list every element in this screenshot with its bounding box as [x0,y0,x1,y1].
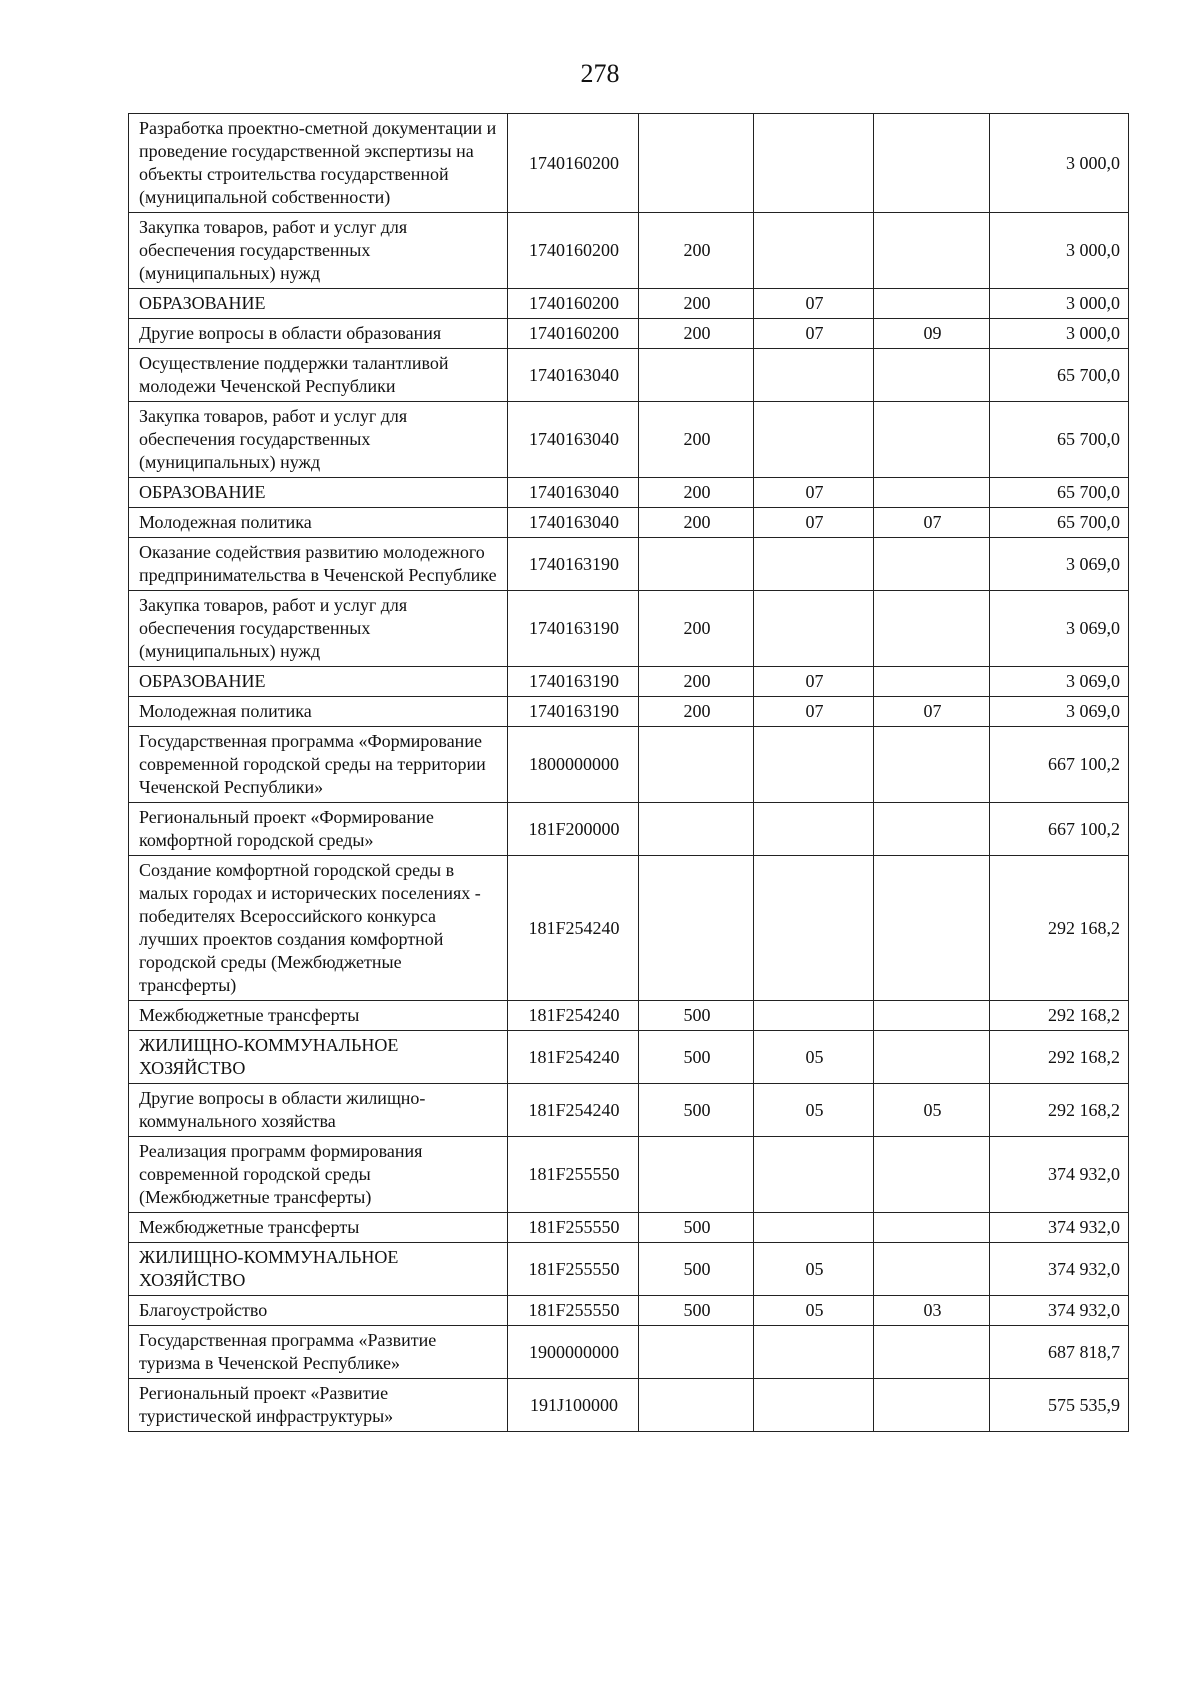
row-subsection-cell [874,667,990,697]
row-expense-type-cell [639,803,754,856]
table-row [129,319,1129,349]
row-expense-type-cell [639,1379,754,1432]
row-subsection-cell [874,1031,990,1084]
row-code-cell: 181F255550 [508,1296,639,1326]
row-subsection-cell [874,1326,990,1379]
row-amount-cell: 292 168,2 [990,1084,1129,1137]
table-row [129,1296,1129,1326]
row-expense-type-cell: 500 [639,1243,754,1296]
row-amount-cell: 3 000,0 [990,114,1129,213]
row-name-cell: Реализация программ формирования современной городской среды (Межбюджетные трансферты) [129,1137,508,1213]
row-amount-cell: 374 932,0 [990,1213,1129,1243]
row-name-cell: ЖИЛИЩНО-КОММУНАЛЬНОЕ ХОЗЯЙСТВО [129,1243,508,1296]
row-amount-cell: 575 535,9 [990,1379,1129,1432]
row-subsection-cell [874,114,990,213]
table-row [129,402,1129,478]
row-name-cell: Оказание содействия развитию молодежного предпринимательства в Чеченской Республике [129,538,508,591]
row-name-cell: Другие вопросы в области образования [129,319,508,349]
row-code-cell: 1800000000 [508,727,639,803]
row-code-cell: 181F200000 [508,803,639,856]
row-name-cell: Закупка товаров, работ и услуг для обеспечения государственных (муниципальных) нужд [129,213,508,289]
row-code-cell: 181F255550 [508,1213,639,1243]
row-amount-cell: 667 100,2 [990,727,1129,803]
row-name-cell: ОБРАЗОВАНИЕ [129,667,508,697]
row-section-cell [754,1213,874,1243]
row-name-cell: Молодежная политика [129,508,508,538]
row-name-cell: Закупка товаров, работ и услуг для обеспечения государственных (муниципальных) нужд [129,402,508,478]
row-expense-type-cell: 500 [639,1213,754,1243]
row-name-cell: Региональный проект «Развитие туристической инфраструктуры» [129,1379,508,1432]
table-row [129,1243,1129,1296]
row-amount-cell: 374 932,0 [990,1296,1129,1326]
row-subsection-cell [874,856,990,1001]
row-amount-cell: 3 069,0 [990,697,1129,727]
row-expense-type-cell [639,538,754,591]
row-expense-type-cell: 200 [639,402,754,478]
row-expense-type-cell [639,856,754,1001]
row-expense-type-cell: 500 [639,1001,754,1031]
row-section-cell: 07 [754,289,874,319]
row-name-cell: ЖИЛИЩНО-КОММУНАЛЬНОЕ ХОЗЯЙСТВО [129,1031,508,1084]
row-name-cell: ОБРАЗОВАНИЕ [129,289,508,319]
table-row [129,1084,1129,1137]
row-amount-cell: 3 069,0 [990,538,1129,591]
table-row [129,349,1129,402]
row-name-cell: Закупка товаров, работ и услуг для обеспечения государственных (муниципальных) нужд [129,591,508,667]
row-amount-cell: 3 000,0 [990,319,1129,349]
row-subsection-cell [874,349,990,402]
row-subsection-cell [874,213,990,289]
row-expense-type-cell [639,1137,754,1213]
row-expense-type-cell: 500 [639,1031,754,1084]
row-subsection-cell: 07 [874,508,990,538]
row-expense-type-cell [639,114,754,213]
table-row [129,697,1129,727]
row-section-cell [754,1326,874,1379]
table-row [129,508,1129,538]
table-row [129,591,1129,667]
row-expense-type-cell: 200 [639,213,754,289]
row-subsection-cell [874,803,990,856]
table-row [129,114,1129,213]
row-expense-type-cell: 200 [639,508,754,538]
row-name-cell: Молодежная политика [129,697,508,727]
row-subsection-cell [874,1243,990,1296]
row-amount-cell: 65 700,0 [990,508,1129,538]
row-subsection-cell [874,478,990,508]
row-subsection-cell [874,1213,990,1243]
row-amount-cell: 3 069,0 [990,667,1129,697]
row-code-cell: 1740160200 [508,319,639,349]
row-name-cell: Межбюджетные трансферты [129,1001,508,1031]
row-subsection-cell [874,727,990,803]
row-amount-cell: 374 932,0 [990,1137,1129,1213]
row-code-cell: 1740160200 [508,289,639,319]
row-amount-cell: 687 818,7 [990,1326,1129,1379]
budget-table [128,113,1129,1432]
row-code-cell: 191J100000 [508,1379,639,1432]
table-row [129,1137,1129,1213]
row-subsection-cell [874,538,990,591]
row-expense-type-cell: 200 [639,289,754,319]
row-amount-cell: 667 100,2 [990,803,1129,856]
row-section-cell [754,727,874,803]
row-code-cell: 1740160200 [508,114,639,213]
row-code-cell: 181F254240 [508,1084,639,1137]
table-row [129,727,1129,803]
row-section-cell [754,402,874,478]
table-row [129,478,1129,508]
row-name-cell: Создание комфортной городской среды в малых городах и исторических поселениях - победителях Всероссийского конкурса лучших проектов создания комфортной городской среды (Межбюджетные трансферты) [129,856,508,1001]
row-code-cell: 181F254240 [508,1031,639,1084]
row-section-cell: 05 [754,1243,874,1296]
table-row [129,1213,1129,1243]
row-code-cell: 181F254240 [508,856,639,1001]
row-expense-type-cell: 200 [639,319,754,349]
row-code-cell: 1740163190 [508,591,639,667]
row-section-cell [754,1379,874,1432]
row-subsection-cell [874,591,990,667]
row-code-cell: 1740163190 [508,667,639,697]
row-amount-cell: 3 000,0 [990,289,1129,319]
row-amount-cell: 3 000,0 [990,213,1129,289]
table-row [129,538,1129,591]
row-name-cell: ОБРАЗОВАНИЕ [129,478,508,508]
row-code-cell: 1740160200 [508,213,639,289]
row-amount-cell: 65 700,0 [990,402,1129,478]
row-subsection-cell: 05 [874,1084,990,1137]
row-code-cell: 181F255550 [508,1243,639,1296]
row-amount-cell: 292 168,2 [990,856,1129,1001]
row-amount-cell: 3 069,0 [990,591,1129,667]
table-row [129,1326,1129,1379]
row-expense-type-cell: 200 [639,478,754,508]
row-code-cell: 1740163040 [508,349,639,402]
row-subsection-cell [874,1379,990,1432]
row-section-cell [754,1137,874,1213]
row-section-cell [754,591,874,667]
row-amount-cell: 292 168,2 [990,1031,1129,1084]
row-section-cell: 05 [754,1031,874,1084]
row-expense-type-cell: 200 [639,591,754,667]
row-name-cell: Благоустройство [129,1296,508,1326]
row-expense-type-cell [639,1326,754,1379]
row-expense-type-cell: 200 [639,697,754,727]
row-name-cell: Межбюджетные трансферты [129,1213,508,1243]
row-section-cell: 07 [754,667,874,697]
row-code-cell: 1740163190 [508,697,639,727]
row-amount-cell: 65 700,0 [990,349,1129,402]
row-section-cell [754,114,874,213]
row-section-cell: 07 [754,697,874,727]
row-expense-type-cell: 200 [639,667,754,697]
row-subsection-cell: 03 [874,1296,990,1326]
row-section-cell [754,1001,874,1031]
row-section-cell [754,856,874,1001]
row-subsection-cell [874,1001,990,1031]
row-section-cell: 07 [754,478,874,508]
row-subsection-cell [874,289,990,319]
row-name-cell: Государственная программа «Формирование современной городской среды на территории Чеченской Республики» [129,727,508,803]
row-expense-type-cell: 500 [639,1296,754,1326]
row-name-cell: Разработка проектно-сметной документации и проведение государственной экспертизы на объекты строительства государственной (муниципальной собственности) [129,114,508,213]
row-subsection-cell [874,402,990,478]
row-code-cell: 1740163040 [508,478,639,508]
row-subsection-cell: 09 [874,319,990,349]
row-code-cell: 1740163040 [508,402,639,478]
budget-table-body [129,114,1129,1432]
row-amount-cell: 65 700,0 [990,478,1129,508]
table-row [129,803,1129,856]
row-subsection-cell [874,1137,990,1213]
row-section-cell [754,538,874,591]
table-row [129,856,1129,1001]
row-section-cell: 07 [754,319,874,349]
row-code-cell: 1900000000 [508,1326,639,1379]
row-name-cell: Осуществление поддержки талантливой молодежи Чеченской Республики [129,349,508,402]
row-code-cell: 1740163040 [508,508,639,538]
row-name-cell: Другие вопросы в области жилищно-коммунального хозяйства [129,1084,508,1137]
table-row [129,289,1129,319]
row-code-cell: 181F255550 [508,1137,639,1213]
table-row [129,1031,1129,1084]
row-expense-type-cell [639,349,754,402]
row-name-cell: Региональный проект «Формирование комфортной городской среды» [129,803,508,856]
table-row [129,213,1129,289]
row-subsection-cell: 07 [874,697,990,727]
page-number: 278 [580,59,620,88]
row-code-cell: 181F254240 [508,1001,639,1031]
row-expense-type-cell: 500 [639,1084,754,1137]
row-amount-cell: 292 168,2 [990,1001,1129,1031]
table-row [129,667,1129,697]
row-section-cell [754,803,874,856]
row-code-cell: 1740163190 [508,538,639,591]
row-name-cell: Государственная программа «Развитие туризма в Чеченской Республике» [129,1326,508,1379]
row-section-cell [754,349,874,402]
row-expense-type-cell [639,727,754,803]
row-section-cell: 07 [754,508,874,538]
table-row [129,1379,1129,1432]
row-amount-cell: 374 932,0 [990,1243,1129,1296]
row-section-cell: 05 [754,1084,874,1137]
row-section-cell [754,213,874,289]
row-section-cell: 05 [754,1296,874,1326]
table-row [129,1001,1129,1031]
